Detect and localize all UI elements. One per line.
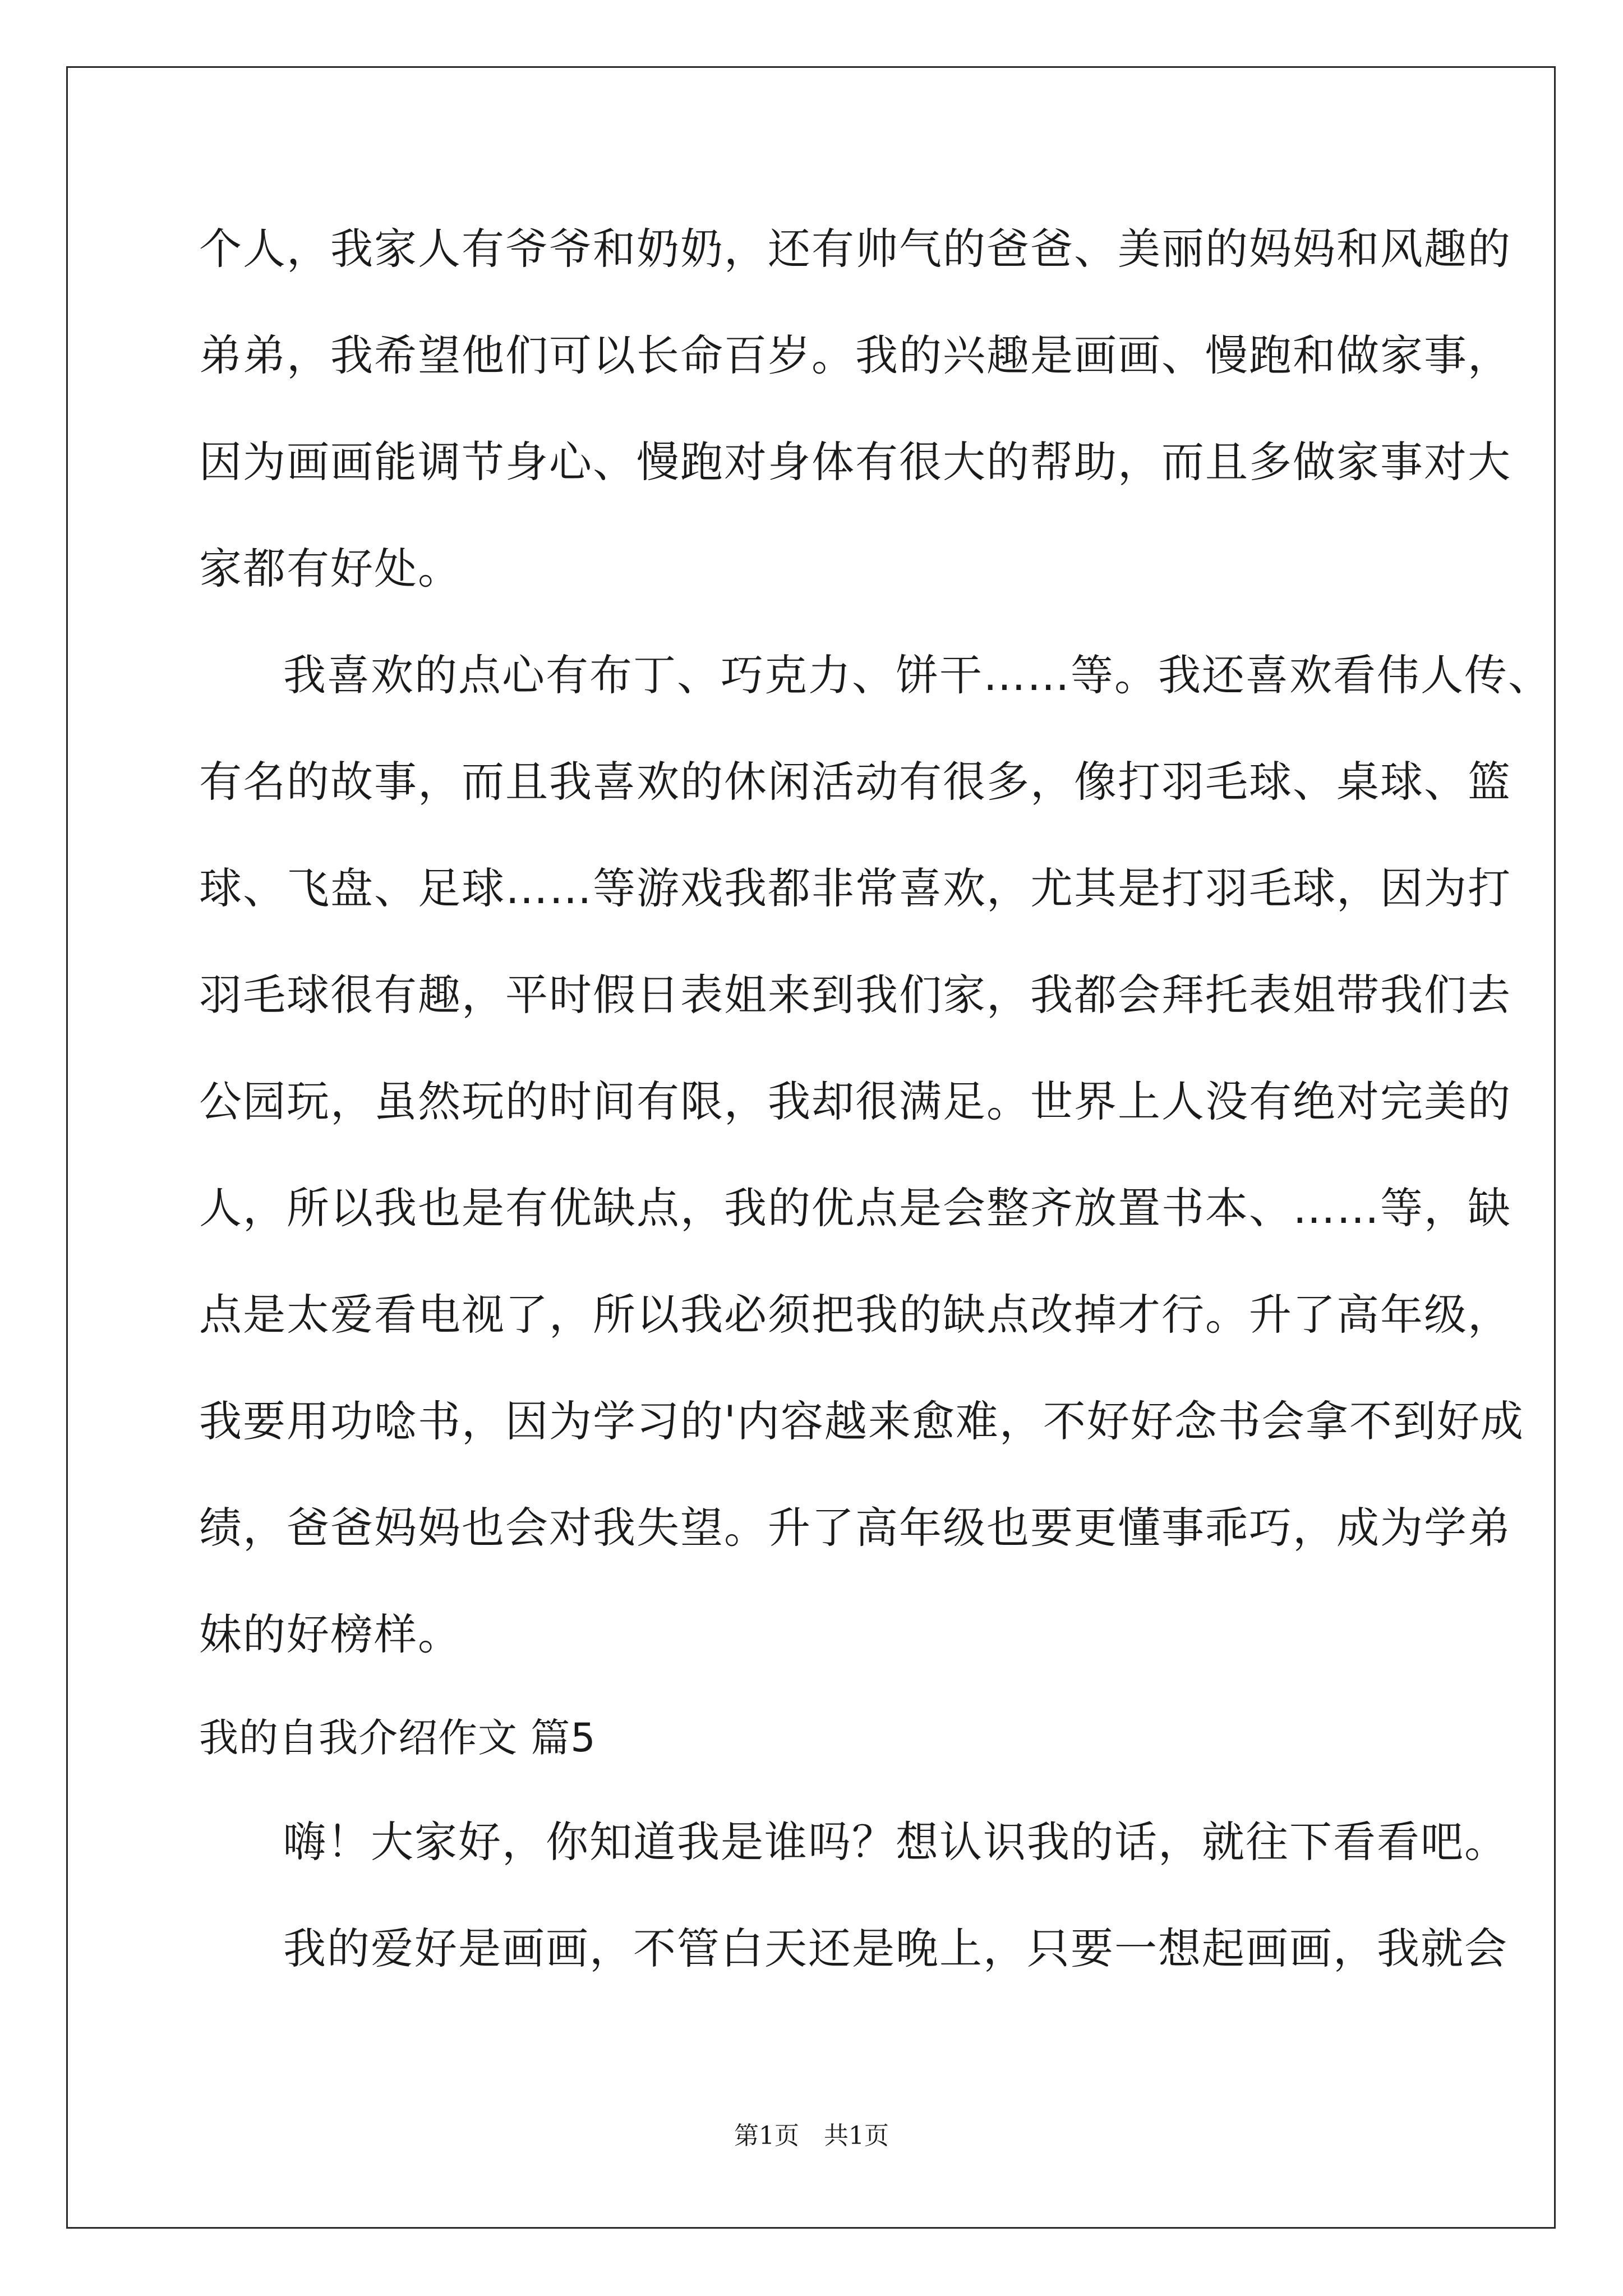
text-line: 弟弟，我希望他们可以长命百岁。我的兴趣是画画、慢跑和做家事， [199,330,1511,380]
text-line: 因为画画能调节身心、慢跑对身体有很大的帮助，而且多做家事对大 [199,437,1511,487]
text-line: 绩，爸爸妈妈也会对我失望。升了高年级也要更懂事乖巧，成为学弟 [199,1503,1511,1553]
text-line: 我喜欢的点心有布丁、巧克力、饼干……等。我还喜欢看伟人传、 [283,650,1552,700]
text-line: 我要用功唸书，因为学习的'内容越来愈难，不好好念书会拿不到好成 [199,1396,1524,1446]
page-footer: 第1页 共1页 [734,2122,889,2150]
text-line: 有名的故事，而且我喜欢的休闲活动有很多，像打羽毛球、桌球、篮 [199,757,1511,807]
text-line: 我的爱好是画画，不管白天还是晚上，只要一想起画画，我就会 [283,1924,1508,1973]
text-line: 家都有好处。 [199,544,462,593]
text-line: 羽毛球很有趣，平时假日表姐来到我们家，我都会拜托表姐带我们去 [199,970,1511,1020]
text-line: 嗨！大家好，你知道我是谁吗？想认识我的话，就往下看看吧。 [283,1817,1508,1867]
page-border [66,66,1556,2229]
text-line: 公园玩，虽然玩的时间有限，我却很满足。世界上人没有绝对完美的 [199,1076,1511,1126]
text-line: 点是太爱看电视了，所以我必须把我的缺点改掉才行。升了高年级， [199,1290,1511,1340]
section-heading: 我的自我介绍作文 篇5 [199,1715,596,1761]
text-line: 人，所以我也是有优缺点，我的优点是会整齐放置书本、……等，缺 [199,1183,1511,1233]
text-line: 妹的好榜样。 [199,1609,462,1659]
text-line: 个人，我家人有爷爷和奶奶，还有帅气的爸爸、美丽的妈妈和风趣的 [199,224,1511,274]
text-line: 球、飞盘、足球……等游戏我都非常喜欢，尤其是打羽毛球，因为打 [199,863,1511,913]
